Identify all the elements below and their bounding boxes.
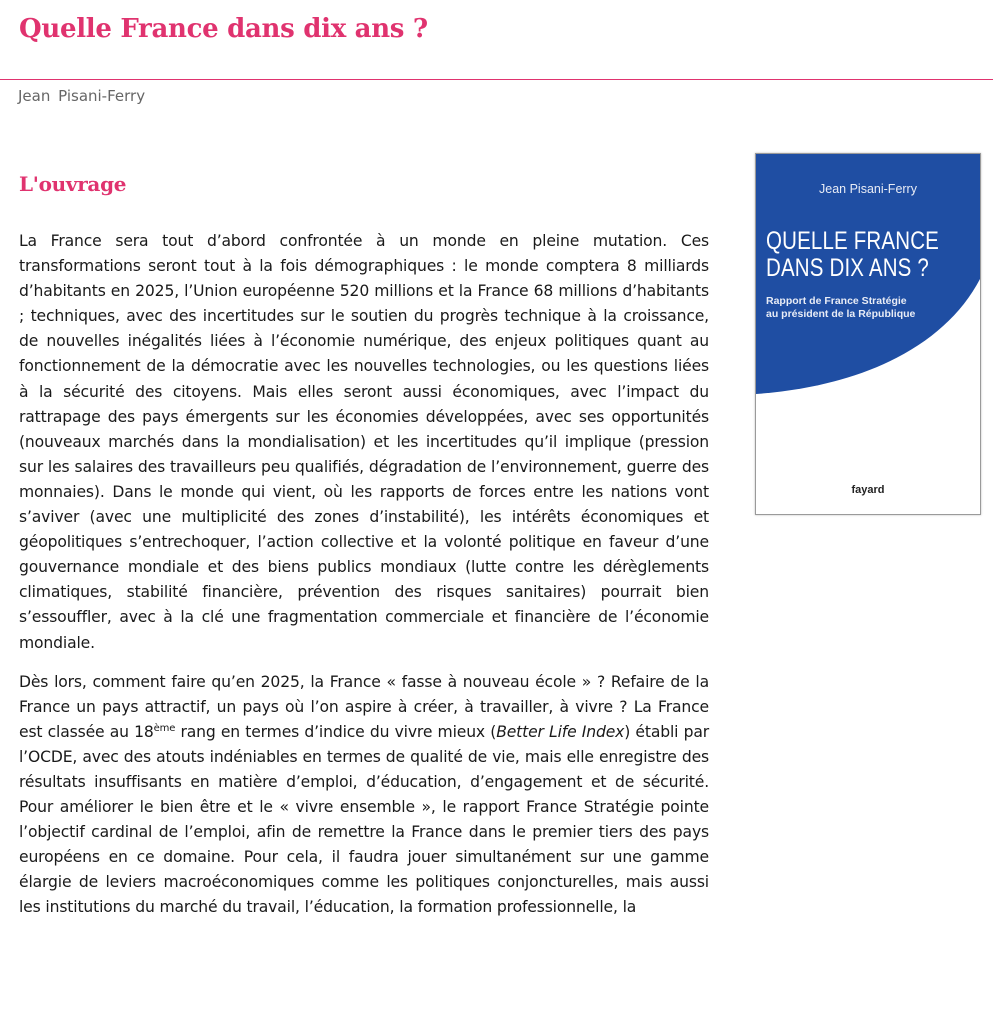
emphasis-text: Better Life Index	[496, 722, 625, 741]
book-cover	[755, 153, 981, 515]
paragraph-text: Dès lors, comment faire qu’en 2025, la France « fasse à nouveau école » ? Refaire de la France un pays attractif, un pays où l’on aspire à créer, à travailler, à vivre ? La France est classée au 18	[19, 672, 709, 741]
publisher-logo: fayard	[851, 484, 885, 496]
cover-subtitle	[766, 295, 976, 321]
section-title: L'ouvrage	[19, 172, 127, 196]
cover-title-line: QUELLE FRANCE	[766, 227, 940, 255]
cover-subtitle-line: Rapport de France Stratégie	[766, 295, 907, 307]
cover-title-line: DANS DIX ANS ?	[766, 254, 929, 282]
paragraph-text: rang en termes d’indice du vivre mieux (	[175, 722, 497, 741]
paragraph: La France sera tout d’abord confrontée à un monde en pleine mutation. Ces transformations seront tout à la fois démographiques : le monde comptera 8 milliards d’habitants en 2025, l’Union européenne 520 millions et la France 68 millions d’habitants ; techniques, avec des incertitudes sur le soutien du progrès technique à la croissance, de nouvelles inégalités liées à l’économie numérique, des enjeux politiques quant au fonctionnement de la démocratie avec les nouvelles technologies, ou les questions liées à la sécurité des citoyens. Mais elles seront aussi économiques, avec l’impact du rattrapage des pays émergents sur les économies développées, avec ses opportunités (nouveaux marchés dans la mondialisation) et les incertitudes qu’il implique (pression sur les salaires des travailleurs peu qualifiés, dégradation de l’environnement, guerre des monnaies). Dans le monde qui vient, où les rapports de forces entre les nations vont s’aviver (avec une multiplicité des zones d’instabilité), les intérêts économiques et géopolitiques s’entrechoquer, l’action collective et la volonté politique en faveur d’une gouvernance mondiale et des biens publics mondiaux (lutte contre les dérèglements climatiques, stabilité financière, prévention des risques sanitaires) pourrait bien s’essouffler, avec à la clé une fragmentation commerciale et financière de l’économie mondiale.	[19, 232, 709, 652]
title-divider	[0, 79, 993, 80]
paragraph	[19, 670, 709, 921]
article-body	[19, 229, 709, 935]
cover-title	[766, 228, 938, 282]
paragraph-text: ) établi par l’OCDE, avec des atouts indéniables en termes de qualité de vie, mais elle enregistre des résultats insuffisants en matière d’emploi, d’éducation, d’engagement et de sécurité. Pour améliorer le bien être et le « vivre ensemble », le rapport France Stratégie pointe l’objectif cardinal de l’emploi, afin de remettre la France dans le premier tiers des pays européens en ce domaine. Pour cela, il faudra jouer simultanément sur une gamme élargie de leviers macroéconomiques comme les politiques conjoncturelles, mais aussi les institutions du marché du travail, l’éducation, la formation professionnelle, la	[19, 722, 709, 917]
cover-background	[756, 154, 980, 514]
ordinal-suffix: ème	[153, 722, 176, 734]
cover-subtitle-line: au président de la République	[766, 308, 916, 320]
page-title: Quelle France dans dix ans ?	[19, 14, 428, 44]
author-name[interactable]: Jean Pisani-Ferry	[18, 87, 146, 105]
cover-author: Jean Pisani-Ferry	[819, 182, 917, 196]
